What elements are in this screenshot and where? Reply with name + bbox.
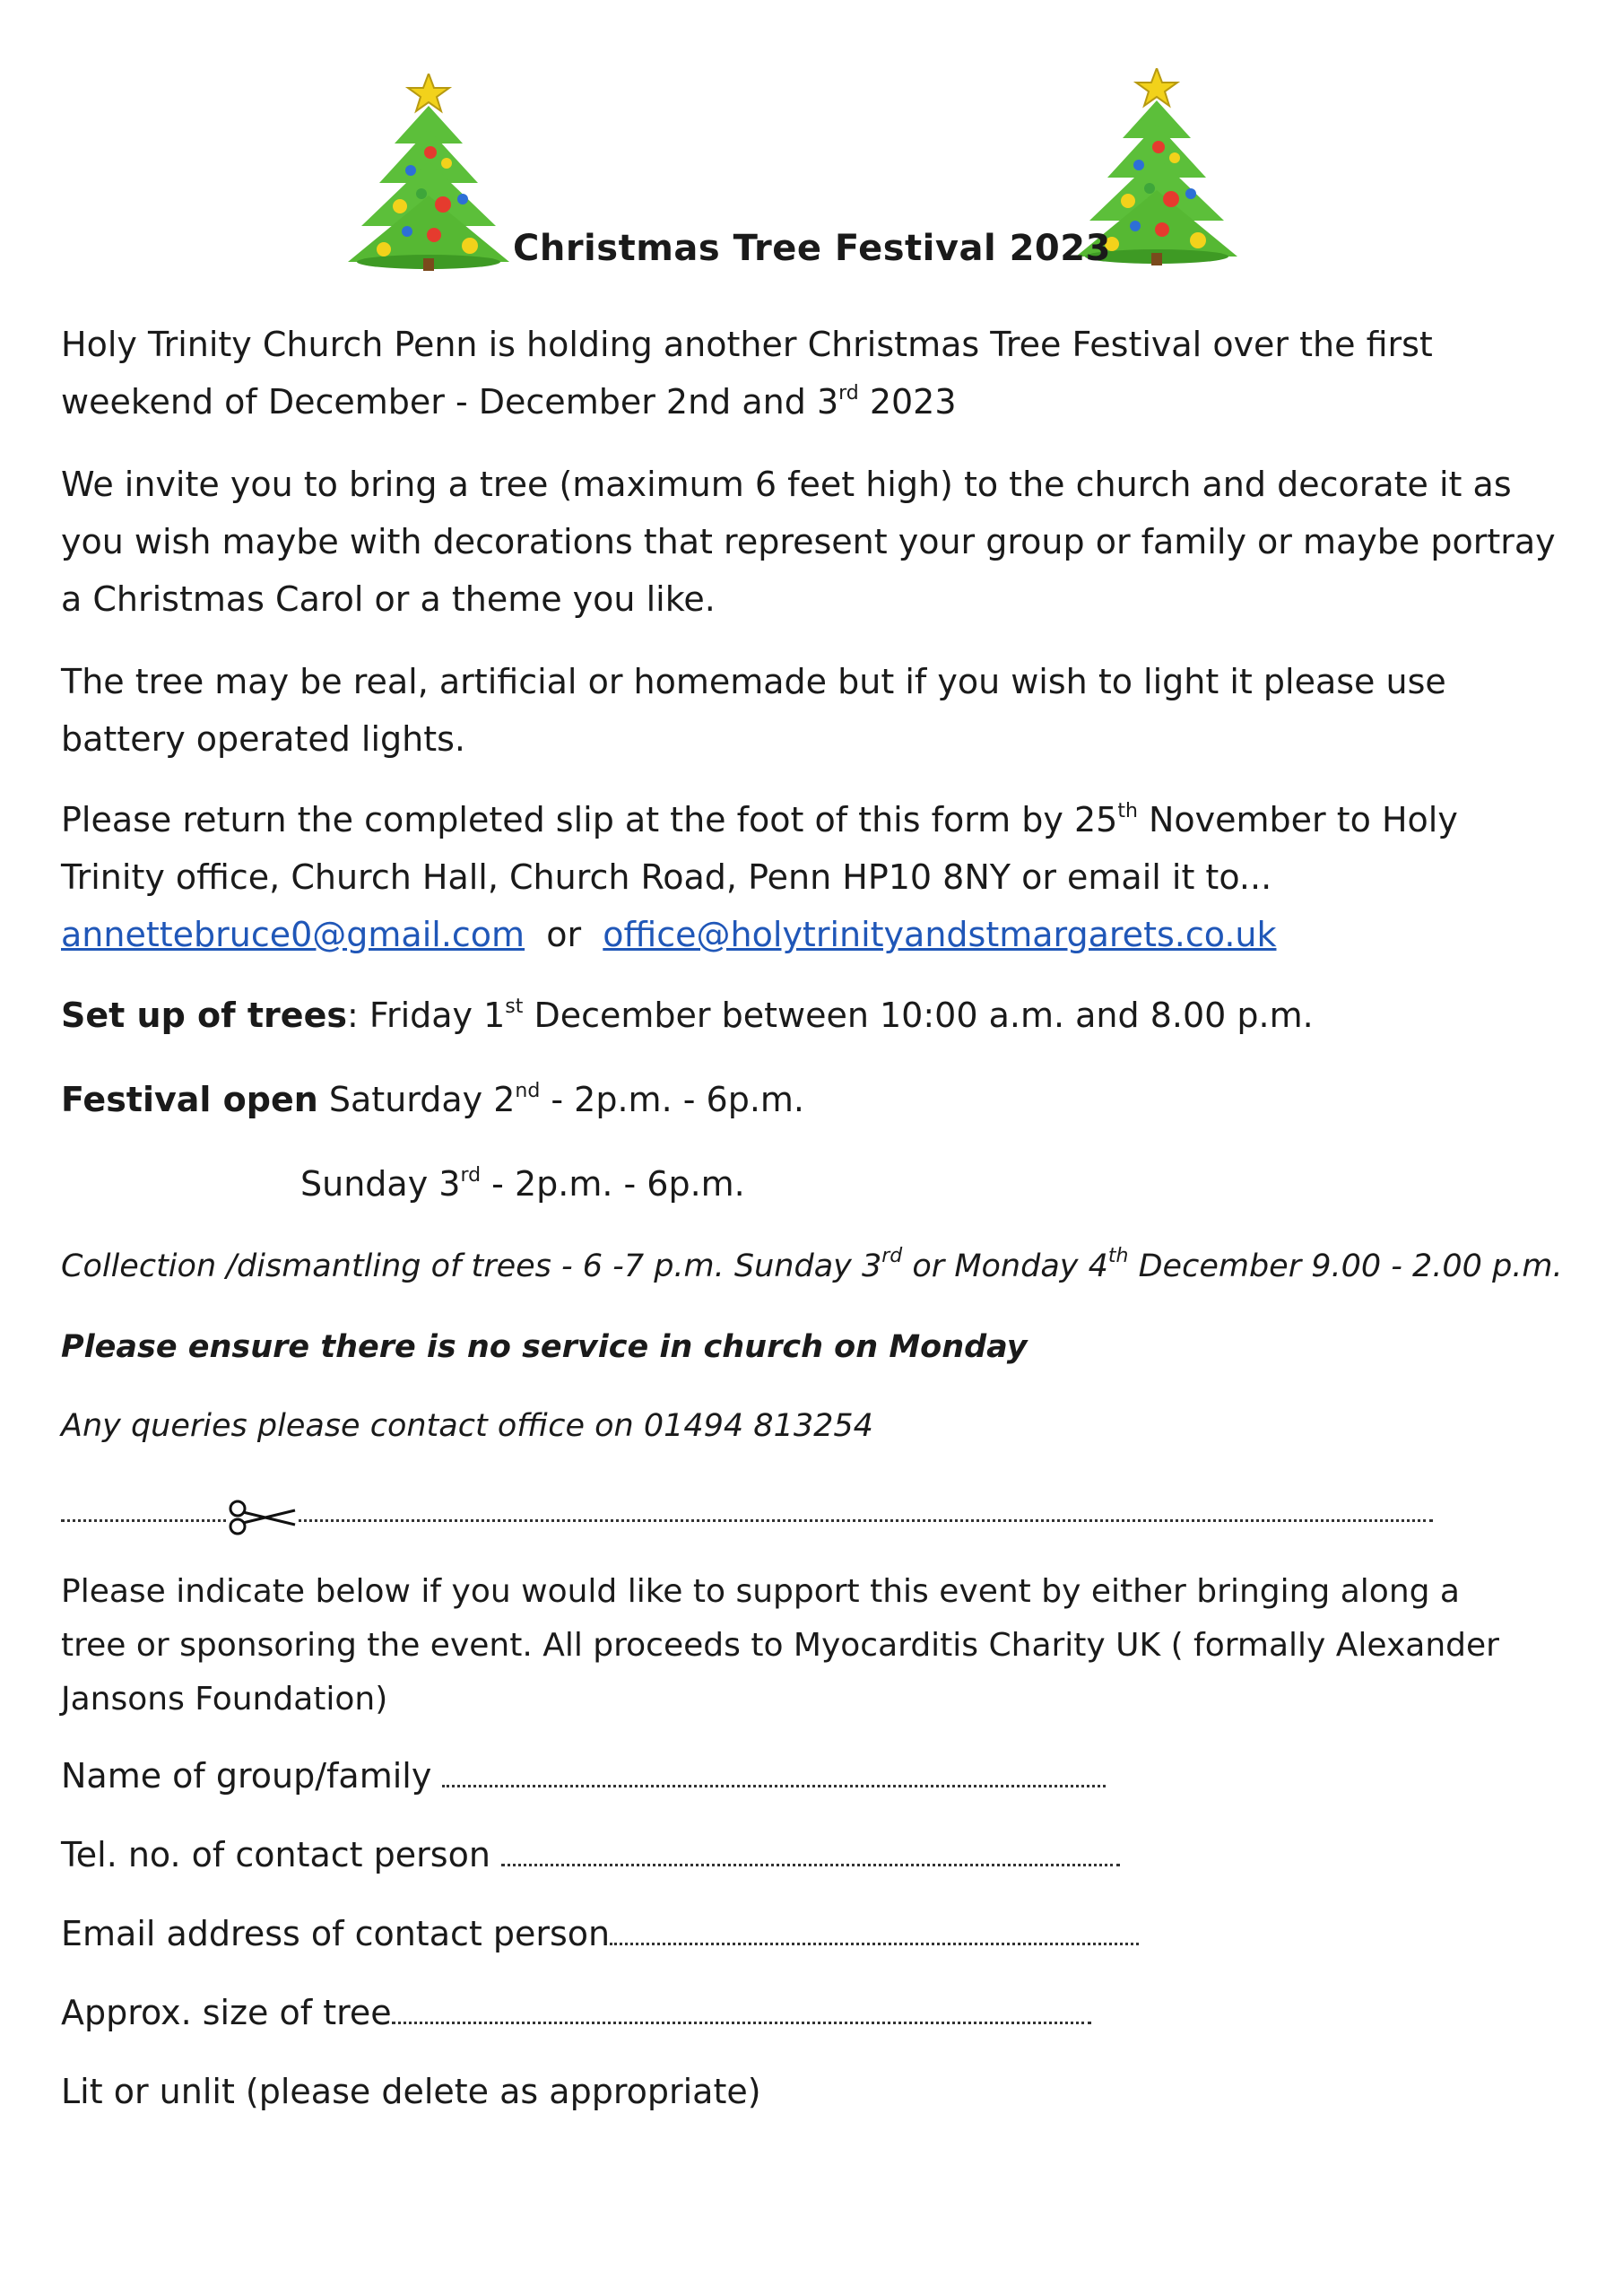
ordinal-suffix: st (505, 996, 524, 1018)
intro-line-1: Holy Trinity Church Penn is holding another Christmas Tree Festival over the first (61, 325, 1433, 364)
service-notice: Please ensure there is no service in church on Monday (61, 1329, 1028, 1365)
return-text: Please return the completed slip at the foot of this form by 25 (61, 800, 1118, 839)
sunday-text: Sunday 3 (300, 1164, 461, 1204)
ordinal-suffix: nd (515, 1080, 541, 1102)
invite-paragraph: We invite you to bring a tree (maximum 6 feet high) to the church and decorate it as you wish maybe with decorations that represent your group or family or maybe portray a Christmas Carol or a theme you like. (61, 465, 1556, 619)
tel-field-row (61, 1835, 1120, 1874)
ordinal-suffix: th (1117, 800, 1138, 822)
size-fill-line[interactable] (392, 2013, 1091, 2024)
setup-text: December between 10:00 a.m. and 8.00 p.m. (523, 996, 1314, 1035)
scissors-icon (227, 1500, 299, 1535)
name-label: Name of group/family (61, 1756, 443, 1796)
slip-intro: Please indicate below if you would like to support this event by either bringing along a tree or sponsoring the event. All proceeds to Myocarditis Charity UK ( formally Alexander Jansons Foundation) (61, 1573, 1499, 1718)
intro-year: 2023 (858, 382, 957, 422)
setup-label: Set up of trees (61, 996, 347, 1035)
sunday-time: - 2p.m. - 6p.m. (481, 1164, 745, 1204)
queries-line: Any queries please contact office on 01494 813254 (61, 1408, 873, 1444)
christmas-tree-icon (348, 74, 509, 273)
return-paragraph (61, 791, 1567, 963)
or-text: or (546, 915, 582, 954)
return-line-3 (61, 906, 1567, 963)
tel-label: Tel. no. of contact person (61, 1835, 501, 1874)
collection-text: Collection /dismantling of trees - 6 -7 p.m. Sunday 3 (61, 1248, 882, 1284)
size-label: Approx. size of tree (61, 1993, 392, 2032)
cut-line (61, 1498, 1433, 1534)
name-fill-line[interactable] (442, 1776, 1106, 1787)
size-field-row (61, 1993, 1091, 2032)
ordinal-suffix: rd (460, 1164, 482, 1187)
setup-text: Friday 1 (369, 996, 506, 1035)
festival-label: Festival open (61, 1080, 318, 1119)
page-title: Christmas Tree Festival 2023 (513, 228, 1111, 269)
intro-text: weekend of December - December 2nd and 3 (61, 382, 839, 422)
email-field-row (61, 1914, 1139, 1953)
saturday-time: - 2p.m. - 6p.m. (540, 1080, 804, 1119)
return-line-2: Trinity office, Church Hall, Church Road, Penn HP10 8NY or email it to... (61, 857, 1272, 897)
lit-field-row: Lit or unlit (please delete as appropriate) (61, 2072, 761, 2111)
email-link-annette[interactable]: annettebruce0@gmail.com (61, 915, 525, 954)
return-text: November to Holy (1137, 800, 1458, 839)
collection-line (61, 1245, 1563, 1284)
festival-sunday-line (300, 1164, 745, 1204)
collection-text: or Monday 4 (902, 1248, 1108, 1284)
collection-text: December 9.00 - 2.00 p.m. (1128, 1248, 1563, 1284)
setup-colon: : (346, 996, 369, 1035)
name-field-row (61, 1756, 1106, 1796)
saturday-text: Saturday 2 (317, 1080, 516, 1119)
email-link-office[interactable]: office@holytrinityandstmargarets.co.uk (603, 915, 1277, 954)
intro-paragraph (61, 316, 1567, 430)
ordinal-suffix: th (1107, 1245, 1129, 1267)
ordinal-suffix: rd (838, 382, 859, 404)
intro-line-2 (61, 373, 1567, 430)
return-line-1 (61, 791, 1567, 848)
email-label: Email address of contact person (61, 1914, 611, 1953)
ordinal-suffix: rd (881, 1245, 903, 1267)
email-fill-line[interactable] (610, 1934, 1139, 1945)
tree-type-paragraph: The tree may be real, artificial or homemade but if you wish to light it please use battery operated lights. (61, 662, 1446, 759)
festival-saturday-line (61, 1080, 804, 1119)
setup-line (61, 996, 1314, 1035)
tel-fill-line[interactable] (501, 1855, 1120, 1866)
